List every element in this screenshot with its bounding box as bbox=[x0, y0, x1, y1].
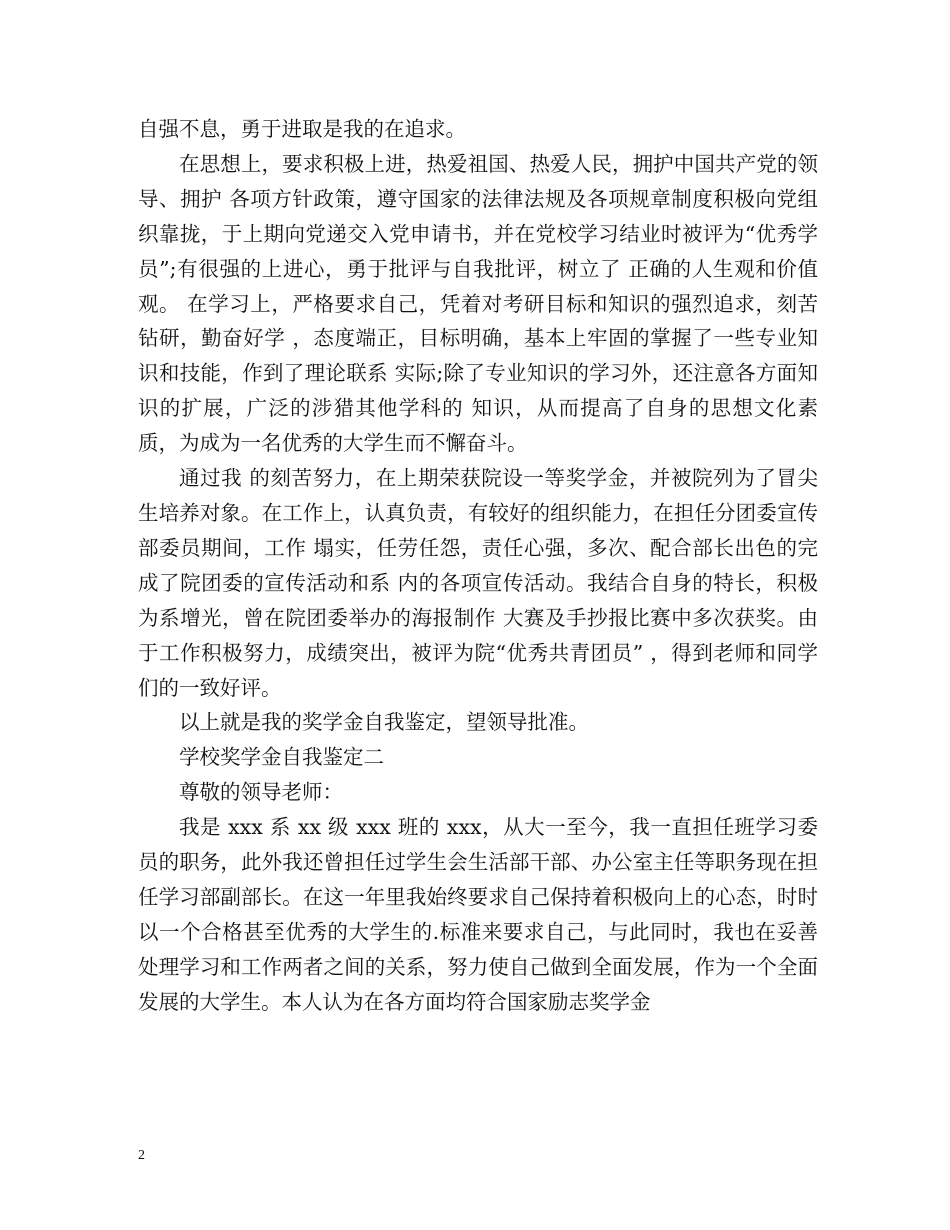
paragraph-1: 自强不息，勇于进取是我的在追求。 bbox=[138, 117, 466, 141]
paragraph-7: 我是 xxx 系 xx 级 xxx 班的 xxx，从大一至今，我一直担任班学习委员的职务，此外我还曾担任过学生会生活部干部、办公室主任等职务现在担任学习部副部长。在这一年里我始终要求自己保持着积极向上的心态，时时以一个合格甚至优秀的大学生的.标准来要求自己，与此同时，我也在妥善处理学习和工作两者之间的关系，努力使自己做到全面发展，作为一个全面发展的大学生。本人认为在各方面均符合国家励志奖学金 bbox=[138, 815, 818, 1014]
page-number: 2 bbox=[138, 1148, 145, 1163]
section-heading: 学校奖学金自我鉴定二 bbox=[179, 745, 384, 770]
document-body bbox=[138, 112, 818, 1020]
paragraph-2: 在思想上，要求积极上进，热爱祖国、热爱人民，拥护中国共产党的领导、拥护 各项方针政策，遵守国家的法律法规及各项规章制度积极向党组织靠拢，于上期向党递交入党申请书，并在党校学习结业时被评为“优秀学员”;有很强的上进心，勇于批评与自我批评，树立了 正确的人生观和价值观。 在学习上，严格要求自己，凭着对考研目标和知识的强烈追求，刻苦钻研，勤奋好学 ，态度端正，目标明确，基本上牢固的掌握了一些专业知识和技能，作到了理论联系 实际;除了专业知识的学习外，还注意各方面知识的扩展，广泛的涉猎其他学科的 知识，从而提高了自身的思想文化素质，为成为一名优秀的大学生而不懈奋斗。 bbox=[138, 151, 818, 456]
salutation: 尊敬的领导老师： bbox=[179, 780, 343, 805]
paragraph-4: 以上就是我的奖学金自我鉴定，望领导批准。 bbox=[179, 710, 589, 735]
paragraph-3: 通过我 的刻苦努力，在上期荣获院设一等奖学金，并被院列为了冒尖生培养对象。在工作上，认真负责，有较好的组织能力，在担任分团委宣传部委员期间，工作 塌实，任劳任怨，责任心强，多次、配合部长出色的完成了院团委的宣传活动和系 内的各项宣传活动。我结合自身的特长，积极为系增光，曾在院团委举办的海报制作 大赛及手抄报比赛中多次获奖。由于工作积极努力，成绩突出，被评为院“优秀共青团员” ，得到老师和同学们的一致好评。 bbox=[138, 466, 818, 700]
